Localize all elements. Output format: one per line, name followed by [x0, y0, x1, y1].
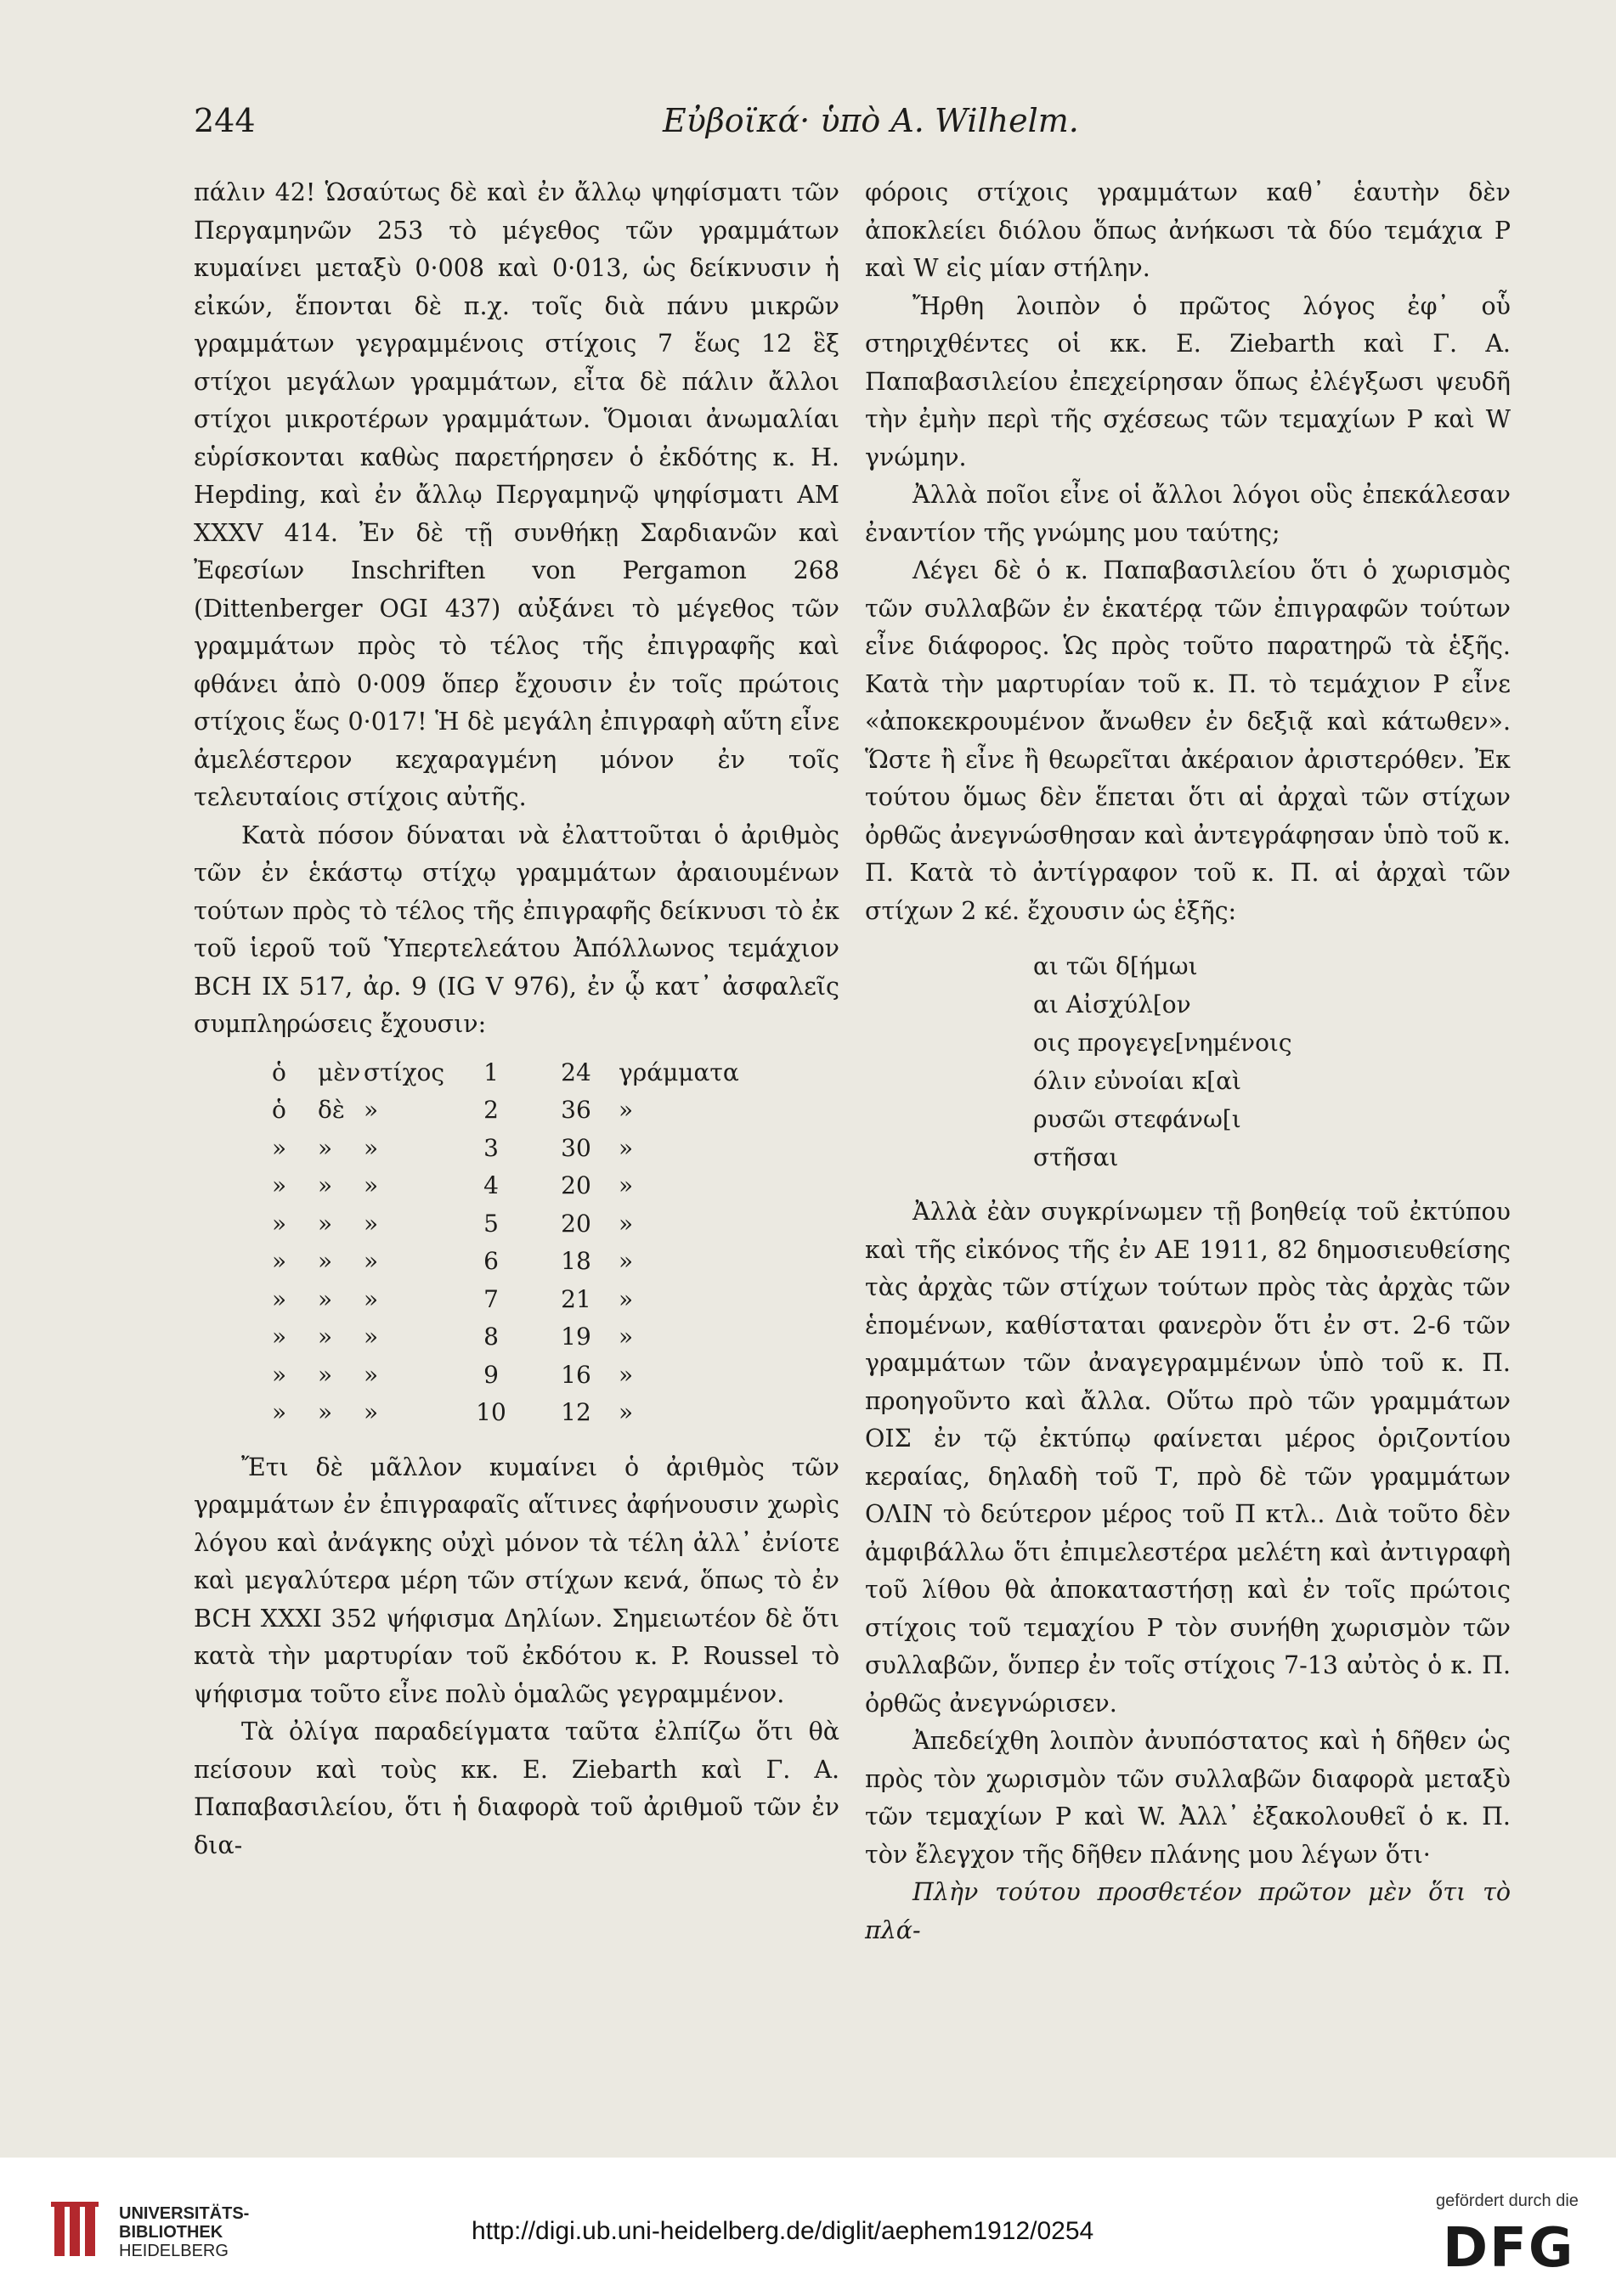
table-cell: » [318, 1323, 333, 1351]
table-cell: » [619, 1133, 634, 1162]
table-cell: » [272, 1133, 287, 1162]
library-name-line: UNIVERSITÄTS- [119, 2204, 250, 2223]
table-row [272, 1394, 754, 1432]
table-row [272, 1092, 754, 1130]
page-number: 244 [194, 102, 256, 139]
university-library-logo-icon [51, 2202, 105, 2261]
table-cell: » [318, 1398, 333, 1426]
right-column [865, 174, 1511, 1949]
letter-count-table [272, 1054, 754, 1432]
table-cell: 8 [483, 1323, 499, 1351]
table-cell: » [619, 1284, 634, 1313]
table-cell: » [272, 1284, 287, 1313]
table-cell: 4 [483, 1171, 499, 1199]
table-cell: γράμματα [619, 1058, 739, 1086]
table-cell: 24 [561, 1058, 591, 1086]
right-paragraph-5: Ἀλλὰ ἐὰν συγκρίνωμεν τῇ βοηθείᾳ τοῦ ἐκτύπου καὶ τῆς εἰκόνος τῆς ἐν ΑΕ 1911, 82 δημοσιευθείσης τὰς ἀρχὰς τῶν στίχων τούτων πρὸς τὰς ἀρχὰς τῶν ἑπομένων, καθίσταται φανερὸν ὅτι ἐν στ. 2-6 τῶν γραμμάτων τῶν ἀναγεγραμμένων ὑπὸ τοῦ κ. Π. προηγοῦντο καὶ ἄλλα. Οὕτω πρὸ τῶν γραμμάτων ΟΙΣ ἐν τῷ ἐκτύπῳ φαίνεται μέρος ὁριζοντίου κεραίας, δηλαδὴ τοῦ Τ, πρὸ δὲ τῶν γραμμάτων ΟΛΙΝ τὸ δεύτερον μέρος τοῦ Π κτλ.. Διὰ τοῦτο δὲν ἀμφιβάλλω ὅτι ἐπιμελεστέρα μελέτη καὶ ἀντιγραφὴ τοῦ λίθου θὰ ἀποκαταστήσῃ καὶ ἐν τοῖς πρώτοις στίχοις τοῦ τεμαχίου P τὸν συνήθη χωρισμὸν τῶν συλλαβῶν, ὅνπερ ἐν τοῖς στίχοις 7-13 αὐτὸς ὁ κ. Π. ὀρθῶς ἀνεγνώρισεν. [865, 1198, 1511, 1718]
table-cell: » [272, 1398, 287, 1426]
digitization-footer [0, 2158, 1616, 2296]
table-cell: 36 [561, 1096, 591, 1124]
left-column [194, 174, 839, 1864]
running-head: Εὐβοϊκά· ὑπὸ Α. Wilhelm. [663, 102, 1079, 139]
table-cell: 20 [561, 1171, 591, 1199]
table-cell: » [364, 1247, 379, 1275]
table-cell: » [364, 1323, 379, 1351]
table-row [272, 1054, 754, 1092]
table-cell: 7 [483, 1284, 499, 1313]
table-row [272, 1205, 754, 1244]
table-cell: » [318, 1133, 333, 1162]
table-row [272, 1281, 754, 1319]
table-cell: δὲ [318, 1096, 345, 1124]
table-cell: » [364, 1096, 379, 1124]
table-cell: » [272, 1247, 287, 1275]
table-cell: » [619, 1096, 634, 1124]
table-cell: » [272, 1360, 287, 1389]
inscription-line: οις προγεγε[νημένοις [1033, 1029, 1292, 1057]
table-cell: 12 [561, 1398, 591, 1426]
table-cell: » [619, 1360, 634, 1389]
table-cell: » [619, 1171, 634, 1199]
table-cell: 3 [483, 1133, 499, 1162]
inscription-line: αι τῶι δ[ήμωι [1033, 952, 1198, 980]
table-row [272, 1243, 754, 1281]
table-cell: » [318, 1171, 333, 1199]
library-name-line: BIBLIOTHEK [119, 2223, 223, 2242]
right-paragraph-4: Λέγει δὲ ὁ κ. Παπαβασιλείου ὅτι ὁ χωρισμὸς τῶν συλλαβῶν ἐν ἑκατέρᾳ τῶν ἐπιγραφῶν τούτων εἶνε διάφορος. Ὡς πρὸς τοῦτο παρατηρῶ τὰ ἑξῆς. Κατὰ τὴν μαρτυρίαν τοῦ κ. Π. τὸ τεμάχιον P εἶνε «ἀποκεκρουμένον ἄνωθεν ἐν δεξιᾷ καὶ κάτωθεν». Ὥστε ἢ εἶνε ἢ θεωρεῖται ἀκέραιον ἀριστερόθεν. Ἐκ τούτου ὅμως δὲν ἕπεται ὅτι αἱ ἀρχαὶ τῶν στίχων ὀρθῶς ἀνεγνώσθησαν καὶ ἀντεγράφησαν ὑπὸ τοῦ κ. Π. Κατὰ τὸ ἀντίγραφον τοῦ κ. Π. αἱ ἀρχαὶ τῶν στίχων 2 κέ. ἔχουσιν ὡς ἑξῆς: [865, 556, 1511, 925]
table-cell: » [364, 1209, 379, 1238]
inscription-line: στῆσαι [1033, 1143, 1119, 1171]
library-name-line: HEIDELBERG [119, 2242, 229, 2260]
table-cell: 21 [561, 1284, 591, 1313]
library-name [119, 2204, 249, 2260]
right-paragraph-1: φόροις στίχοις γραμμάτων καθ᾽ ἑαυτὴν δὲν ἀποκλείει διόλου ὅπως ἀνήκωσι τὰ δύο τεμάχια P καὶ W εἰς μίαν στήλην. [865, 178, 1511, 282]
table-cell: » [364, 1284, 379, 1313]
right-paragraph-6: Ἀπεδείχθη λοιπὸν ἀνυπόστατος καὶ ἡ δῆθεν ὡς πρὸς τὸν χωρισμὸν τῶν συλλαβῶν διαφορὰ μεταξὺ τῶν τεμαχίων P καὶ W. Ἀλλ᾽ ἐξακολουθεῖ ὁ κ. Π. τὸν ἔλεγχον τῆς δῆθεν πλάνης μου λέγων ὅτι· [865, 1727, 1511, 1869]
table-cell: » [619, 1209, 634, 1238]
table-cell: » [364, 1171, 379, 1199]
table-row [272, 1318, 754, 1357]
inscription-line: ρυσῶι στεφάνω[ι [1033, 1105, 1241, 1133]
table-cell: 10 [476, 1398, 506, 1426]
table-cell: 5 [483, 1209, 499, 1238]
table-cell: ὁ [272, 1058, 286, 1086]
table-row [272, 1357, 754, 1395]
table-cell: » [318, 1284, 333, 1313]
left-paragraph-3: Ἔτι δὲ μᾶλλον κυμαίνει ὁ ἀριθμὸς τῶν γραμμάτων ἐν ἐπιγραφαῖς αἵτινες ἀφήνουσιν χωρὶς λόγου καὶ ἀνάγκης οὐχὶ μόνον τὰ τέλη ἀλλ᾽ ἐνίοτε καὶ μεγαλύτερα μέρη τῶν στίχων κενά, ὅπως τὸ ἐν BCH XXXI 352 ψήφισμα Δηλίων. Σημειωτέον δὲ ὅτι κατὰ τὴν μαρτυρίαν τοῦ ἐκδότου κ. P. Roussel τὸ ψήφισμα τοῦτο εἶνε πολὺ ὁμαλῶς γεγραμμένον. [194, 1453, 839, 1708]
table-cell: 9 [483, 1360, 499, 1389]
table-row [272, 1167, 754, 1205]
inscription-transcript [1033, 947, 1511, 1176]
left-paragraph-2: Κατὰ πόσον δύναται νὰ ἐλαττοῦται ὁ ἀριθμὸς τῶν ἐν ἑκάστῳ στίχῳ γραμμάτων ἀραιουμένων τούτων πρὸς τὸ τέλος τῆς ἐπιγραφῆς δείκνυσι τὸ ἐκ τοῦ ἱεροῦ τοῦ Ὑπερτελεάτου Ἀπόλλωνος τεμάχιον BCH IX 517, ἀρ. 9 (IG V 976), ἐν ᾧ κατ᾽ ἀσφαλεῖς συμπληρώσεις ἔχουσιν: [194, 821, 839, 1038]
funding-caption: gefördert durch die [1436, 2192, 1579, 2210]
table-cell: » [619, 1323, 634, 1351]
table-cell: 20 [561, 1209, 591, 1238]
table-cell: 16 [561, 1360, 591, 1389]
inscription-line: όλιν εὐνοίαι κ[αὶ [1033, 1067, 1241, 1095]
table-cell: » [364, 1133, 379, 1162]
table-row [272, 1130, 754, 1168]
table-cell: 6 [483, 1247, 499, 1275]
table-cell: » [272, 1209, 287, 1238]
table-cell: 18 [561, 1247, 591, 1275]
table-cell: » [318, 1247, 333, 1275]
table-cell: » [364, 1398, 379, 1426]
table-cell: » [272, 1171, 287, 1199]
table-cell: 1 [483, 1058, 499, 1086]
right-paragraph-7: Πλὴν τούτου προσθετέον πρῶτον μὲν ὅτι τὸ πλά- [865, 1878, 1511, 1944]
table-cell: μὲν [318, 1058, 361, 1086]
table-cell: » [318, 1209, 333, 1238]
table-cell: » [364, 1360, 379, 1389]
table-cell: » [619, 1247, 634, 1275]
table-cell: » [318, 1360, 333, 1389]
table-cell: ὁ [272, 1096, 286, 1124]
right-paragraph-2: Ἤρθη λοιπὸν ὁ πρῶτος λόγος ἐφ᾽ οὗ στηριχθέντες οἱ κκ. E. Ziebarth καὶ Γ. Α. Παπαβασιλείου ἐπεχείρησαν ὅπως ἐλέγξωσι ψευδῆ τὴν ἐμὴν περὶ τῆς σχέσεως τῶν τεμαχίων P καὶ W γνώμην. [865, 291, 1511, 471]
left-paragraph-4: Τὰ ὀλίγα παραδείγματα ταῦτα ἐλπίζω ὅτι θὰ πείσουν καὶ τοὺς κκ. E. Ziebarth καὶ Γ. Α. Παπαβασιλείου, ὅτι ἡ διαφορὰ τοῦ ἀριθμοῦ τῶν ἐν δια- [194, 1718, 839, 1859]
dfg-logo: DFG [1443, 2217, 1575, 2280]
table-cell: στίχος [364, 1058, 445, 1086]
table-cell: » [619, 1398, 634, 1426]
table-cell: 30 [561, 1133, 591, 1162]
inscription-line: αι Αἰσχύλ[ον [1033, 990, 1191, 1018]
left-paragraph-1: πάλιν 42! Ὡσαύτως δὲ καὶ ἐν ἄλλῳ ψηφίσματι τῶν Περγαμηνῶν 253 τὸ μέγεθος τῶν γραμμάτων κυμαίνει μεταξὺ 0·008 καὶ 0·013, ὡς δείκνυσιν ἡ εἰκών, ἕπονται δὲ π.χ. τοῖς διὰ πάνυ μικρῶν γραμμάτων γεγραμμένοις στίχοις 7 ἕως 12 ἓξ στίχοι μεγάλων γραμμάτων, εἶτα δὲ πάλιν ἄλλοι στίχοι μικροτέρων γραμμάτων. Ὅμοιαι ἀνωμαλίαι εὑρίσκονται καθὼς παρετήρησεν ὁ ἐκδότης κ. H. Hepding, καὶ ἐν ἄλλῳ Περγαμηνῷ ψηφίσματι AM XXXV 414. Ἐν δὲ τῇ συνθήκῃ Σαρδιανῶν καὶ Ἐφεσίων Inschriften von Pergamon 268 (Dittenberger OGI 437) αὐξάνει τὸ μέγεθος τῶν γραμμάτων πρὸς τὸ τέλος τῆς ἐπιγραφῆς καὶ φθάνει ἀπὸ 0·009 ὅπερ ἔχουσιν ἐν τοῖς πρώτοις στίχοις ἕως 0·017! Ἡ δὲ μεγάλη ἐπιγραφὴ αὕτη εἶνε ἀμελέστερον κεχαραγμένη μόνον ἐν τοῖς τελευταίοις στίχοις αὐτῆς. [194, 178, 839, 811]
table-cell: 2 [483, 1096, 499, 1124]
source-url-link[interactable]: http://digi.ub.uni-heidelberg.de/diglit/aephem1912/0254 [472, 2217, 1094, 2245]
table-cell: » [272, 1323, 287, 1351]
right-paragraph-3: Ἀλλὰ ποῖοι εἶνε οἱ ἄλλοι λόγοι οὓς ἐπεκάλεσαν ἐναντίον τῆς γνώμης μου ταύτης; [865, 481, 1511, 547]
table-cell: 19 [561, 1323, 591, 1351]
